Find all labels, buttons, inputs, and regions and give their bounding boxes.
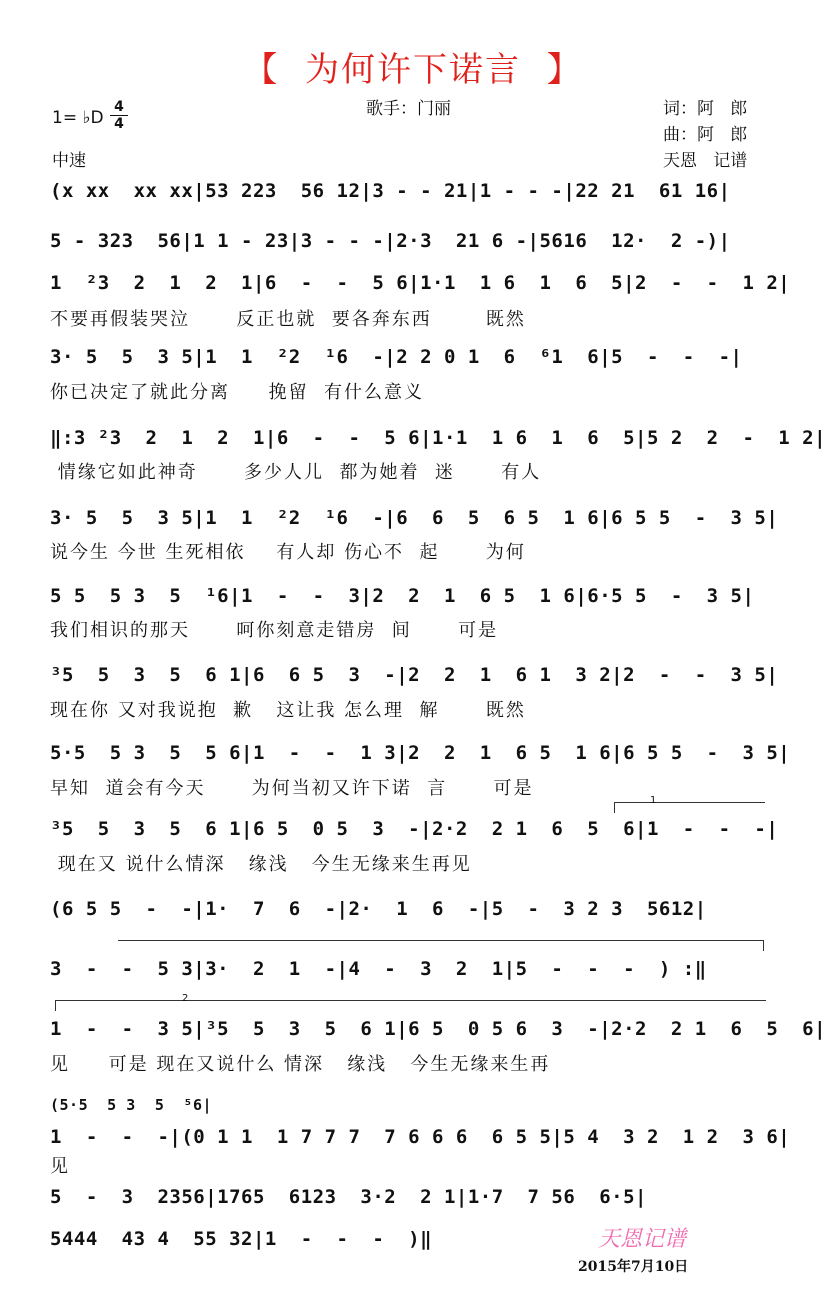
score-line-10: ³5 5 3 5 6 1|6 5 0 5 3 -|2·2 2 1 6 5 6|1 - - -| bbox=[50, 818, 779, 840]
score-line-6: 3· 5 5 3 5|1 1 ²2 ¹6 -|6 6 5 6 5 1 6|6 5 5 - 3 5| bbox=[50, 507, 779, 529]
score-line-5: ‖:3 ²3 2 1 2 1|6 - - 5 6|1·1 1 6 1 6 5|5 2 2 - 1 2| bbox=[50, 427, 826, 449]
score-line-11: (6 5 5 - -|1· 7 6 -|2· 1 6 -|5 - 3 2 3 5612| bbox=[50, 898, 707, 920]
time-signature-top: 4 bbox=[114, 99, 124, 115]
second-ending-number: 2 bbox=[182, 993, 189, 1004]
score-line-2: 5 - 323 56|1 1 - 23|3 - - -|2·3 21 6 -|5616 12· 2 -)| bbox=[50, 230, 731, 252]
lyric-line-5: 情缘它如此神奇 多少人儿 都为她着 迷 有人 bbox=[50, 462, 542, 483]
composer-credit: 曲：阿 郎 bbox=[663, 125, 748, 145]
score-line-13: 1 - - 3 5|³5 5 3 5 6 1|6 5 0 5 6 3 -|2·2 2 1 6 5 6| bbox=[50, 1018, 826, 1040]
first-ending-bracket-continued bbox=[118, 940, 764, 951]
score-line-14: (5·5 5 3 5 ⁵6| bbox=[50, 1096, 213, 1114]
lyric-line-15: 见 bbox=[50, 1156, 70, 1177]
lyric-line-7: 我们相识的那天 呵你刻意走错房 间 可是 bbox=[50, 620, 499, 641]
transcriber-watermark: 天恩记谱 bbox=[598, 1227, 687, 1252]
time-signature bbox=[110, 100, 128, 131]
score-line-4: 3· 5 5 3 5|1 1 ²2 ¹6 -|2 2 0 1 6 ⁶1 6|5 - - -| bbox=[50, 346, 743, 368]
key-signature: 1= ♭D bbox=[52, 108, 104, 128]
time-signature-bottom: 4 bbox=[114, 116, 124, 132]
lyricist-credit: 词：阿 郎 bbox=[663, 99, 748, 119]
score-line-8: ³5 5 3 5 6 1|6 6 5 3 -|2 2 1 6 1 3 2|2 - - 3 5| bbox=[50, 664, 779, 686]
lyric-line-13: 见 可是 现在又说什么 情深 缘浅 今生无缘来生再 bbox=[50, 1054, 551, 1075]
score-line-12: 3 - - 5 3|3· 2 1 -|4 - 3 2 1|5 - - - ) :‖ bbox=[50, 958, 707, 980]
tempo-marking: 中速 bbox=[52, 151, 86, 171]
score-line-7: 5 5 5 3 5 ¹6|1 - - 3|2 2 1 6 5 1 6|6·5 5 - 3 5| bbox=[50, 585, 755, 607]
lyric-line-8: 现在你 又对我说抱 歉 这让我 怎么理 解 既然 bbox=[50, 700, 526, 721]
score-line-1: (x xx xx xx|53 223 56 12|3 - - 21|1 - - -|22 21 61 16| bbox=[50, 180, 731, 202]
score-line-3: 1 ²3 2 1 2 1|6 - - 5 6|1·1 1 6 1 6 5|2 - - 1 2| bbox=[50, 272, 791, 294]
singer-credit: 歌手：门丽 bbox=[366, 99, 451, 119]
lyric-line-9: 早知 道会有今天 为何当初又许下诺 言 可是 bbox=[50, 778, 534, 799]
score-line-9: 5·5 5 3 5 5 6|1 - - 1 3|2 2 1 6 5 1 6|6 5 5 - 3 5| bbox=[50, 742, 791, 764]
transcription-date: 2015年7月10日 bbox=[578, 1259, 689, 1275]
lyric-line-3: 不要再假装哭泣 反正也就 要各奔东西 既然 bbox=[50, 309, 526, 330]
score-line-15: 1 - - -|(0 1 1 1 7 7 7 7 6 6 6 6 5 5|5 4 3 2 1 2 3 6| bbox=[50, 1126, 791, 1148]
score-line-16: 5 - 3 2356|1765 6123 3·2 2 1|1·7 7 56 6·5| bbox=[50, 1186, 647, 1208]
second-ending-bracket bbox=[55, 1000, 766, 1011]
lyric-line-6: 说今生 今世 生死相依 有人却 伤心不 起 为何 bbox=[50, 542, 526, 563]
lyric-line-10: 现在又 说什么情深 缘浅 今生无缘来生再见 bbox=[50, 854, 472, 875]
first-ending-bracket bbox=[614, 802, 765, 813]
score-line-17: 5444 43 4 55 32|1 - - - )‖ bbox=[50, 1228, 433, 1250]
song-title: 【 为何许下诺言 】 bbox=[243, 50, 583, 90]
lyric-line-4: 你已决定了就此分离 挽留 有什么意义 bbox=[50, 382, 425, 403]
first-ending-number: 1 bbox=[650, 795, 657, 806]
transcriber-credit: 天恩 记谱 bbox=[663, 151, 748, 171]
